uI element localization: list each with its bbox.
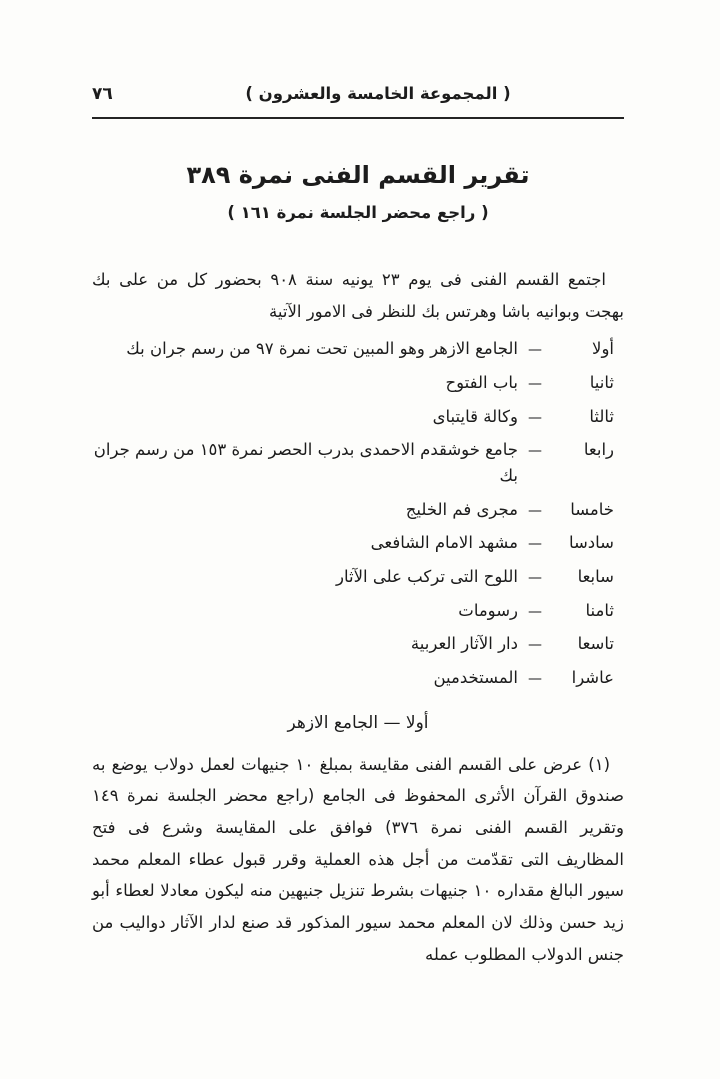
list-item bbox=[92, 598, 614, 624]
item-dash: — bbox=[528, 409, 542, 426]
header-rule bbox=[92, 117, 624, 119]
list-item bbox=[92, 336, 614, 362]
item-dash: — bbox=[528, 637, 542, 654]
item-ordinal: ثامنا bbox=[585, 600, 614, 620]
item-dash: — bbox=[528, 536, 542, 553]
list-item bbox=[92, 530, 614, 556]
item-ordinal: أولا bbox=[592, 339, 614, 359]
item-text: مشهد الامام الشافعى bbox=[370, 533, 518, 553]
item-text: دار الآثار العربية bbox=[410, 634, 518, 654]
item-dash: — bbox=[528, 443, 542, 460]
report-subtitle: ( راجع محضر الجلسة نمرة ١٦١ ) bbox=[227, 203, 489, 222]
item-ordinal: عاشرا bbox=[571, 667, 614, 687]
item-text: رسومات bbox=[458, 600, 518, 620]
item-ordinal: رابعا bbox=[583, 440, 614, 460]
item-ordinal: ثانيا bbox=[589, 373, 614, 393]
item-ordinal: ثالثا bbox=[589, 406, 614, 426]
item-text: اللوح التى تركب على الآثار bbox=[336, 566, 518, 586]
list-item bbox=[92, 665, 614, 691]
running-head bbox=[92, 84, 624, 104]
item-ordinal: سادسا bbox=[568, 533, 614, 553]
list-item bbox=[92, 631, 614, 657]
collection-title: ( المجموعة الخامسة والعشرون ) bbox=[245, 84, 511, 103]
item-text: الجامع الازهر وهو المبين تحت نمرة ٩٧ من رسم جران بك bbox=[126, 339, 518, 359]
item-ordinal: تاسعا bbox=[577, 634, 614, 654]
item-ordinal: خامسا bbox=[570, 499, 614, 519]
intro-paragraph: اجتمع القسم الفنى فى يوم ٢٣ يونيه سنة ٩٠٨ بحضور كل من على بك بهجت وبوانيه باشا وهرتس بك للنظر فى الامور الآتية bbox=[92, 270, 624, 322]
item-text: مجرى فم الخليج bbox=[405, 499, 518, 519]
page-number: ٧٦ bbox=[92, 84, 113, 104]
item-dash: — bbox=[528, 670, 542, 687]
list-item bbox=[92, 437, 614, 488]
item-ordinal: سابعا bbox=[577, 566, 614, 586]
item-dash: — bbox=[528, 569, 542, 586]
item-dash: — bbox=[528, 376, 542, 393]
item-text: جامع خوشقدم الاحمدى بدرب الحصر نمرة ١٥٣ من رسم جران بك bbox=[93, 440, 518, 485]
item-dash: — bbox=[528, 502, 542, 519]
item-text: وكالة قايتباى bbox=[432, 406, 518, 426]
list-item bbox=[92, 497, 614, 523]
report-title: تقرير القسم الفنى نمرة ٣٨٩ bbox=[186, 161, 530, 189]
agenda-list bbox=[92, 336, 624, 690]
list-item bbox=[92, 370, 614, 396]
item-dash: — bbox=[528, 342, 542, 359]
item-text: المستخدمين bbox=[433, 667, 518, 687]
list-item bbox=[92, 564, 614, 590]
item-text: باب الفتوح bbox=[445, 373, 518, 393]
list-item bbox=[92, 404, 614, 430]
item-dash: — bbox=[528, 603, 542, 620]
section-heading: أولا — الجامع الازهر bbox=[287, 712, 429, 733]
body-paragraph: (١) عرض على القسم الفنى مقايسة بمبلغ ١٠ جنيهات لعمل دولاب يوضع به صندوق القرآن الأثرى المحفوظ فى الجامع (راجع محضر الجلسة نمرة ١٤٩ وتقرير القسم الفنى نمرة ٣٧٦) فوافق على المقايسة وشرع فى فتح المظاريف التى تقدّمت من أجل هذه العملية وقرر قبول عطاء المعلم محمد سيور البالغ مقداره ١٠ جنيهات بشرط تنزيل جنيهين منه ليكون معادلا لعطاء أبو زيد حسن وذلك لان المعلم محمد سيور المذكور قد صنع لدار الآثار دواليب من جنس الدولاب المطلوب عمله bbox=[92, 754, 624, 964]
